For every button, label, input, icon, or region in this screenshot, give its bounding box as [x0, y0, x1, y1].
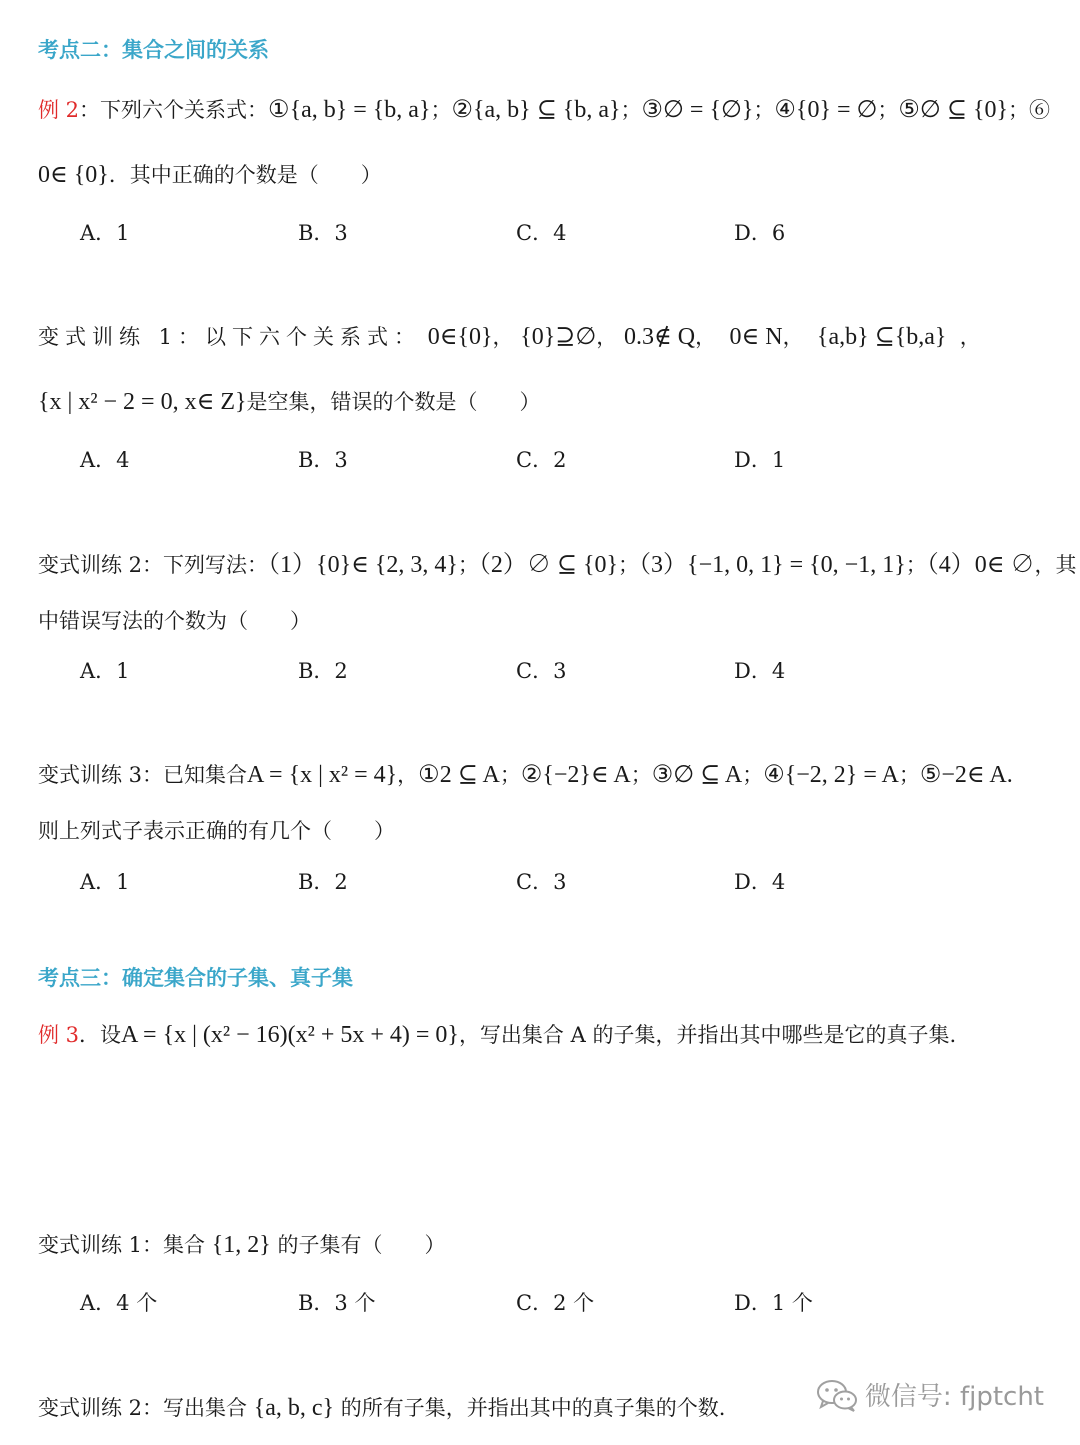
example-3-pre: ．设 [79, 1023, 122, 1047]
variant-3-1-options [80, 1288, 960, 1318]
option-d[interactable]: D．1 个 [734, 1291, 813, 1315]
variant-1-line-1: 变式训练 1：以下六个关系式： 0∈{0}， {0}⊇∅， 0.3∉ Q， 0∈ N， {a,b} ⊆{b,a} ， [38, 324, 981, 350]
variant-2-label: 变式训练 2：下列写法： [38, 553, 269, 577]
option-c[interactable]: C．4 [516, 221, 567, 245]
variant-3-1-line [38, 1230, 445, 1260]
variant-2-line-1: 变式训练 2：下列写法：（1）{0}∈ {2, 3, 4}；（2）∅ ⊆ {0}；（3）{−1, 0, 1} = {0, −1, 1}；（4）0∈ ∅，其 [38, 552, 1077, 578]
variant-2-line-2 [38, 606, 311, 636]
option-d[interactable]: D．6 [734, 221, 786, 245]
variant-1-question: 是空集，错误的个数是（ ） [246, 390, 541, 414]
watermark-text: 微信号: fjptcht [864, 1382, 1044, 1412]
v2-relation-3: （3）{−1, 0, 1} = {0, −1, 1} [639, 552, 906, 578]
v2-relation-2: （2）∅ ⊆ {0} [478, 552, 619, 578]
section-heading-2: 考点二：集合之间的关系 [38, 37, 269, 62]
option-a[interactable]: A．1 [80, 221, 130, 245]
variant-1-options [80, 445, 960, 475]
v2-relation-1: （1）{0}∈ {2, 3, 4} [268, 552, 458, 578]
variant-3-line-1: 变式训练 3：已知集合A = {x | x² = 4}，①2 ⊆ A；②{−2}∈ A；③∅ ⊆ A；④{−2, 2} = A；⑤−2∈ A. [38, 762, 1013, 788]
option-c[interactable]: C．3 [516, 870, 567, 894]
variant-3-2-label: 变式训练 2：写出集合 [38, 1396, 248, 1420]
example-2-intro: ：下列六个关系式： [79, 98, 269, 122]
example-3-set: A = {x | (x² − 16)(x² + 5x + 4) = 0} [121, 1022, 459, 1048]
v2-relation-4: （4）0∈ ∅ [926, 552, 1035, 578]
example-2-line-2 [38, 160, 382, 190]
example-3-line [38, 1020, 956, 1050]
v3-relation-3: ③∅ ⊆ A [651, 762, 743, 788]
option-b[interactable]: B．2 [298, 659, 348, 683]
variant-3-2-set: {a, b, c} [253, 1395, 335, 1421]
option-d[interactable]: D．1 [734, 448, 786, 472]
v3-set: A = {x | x² = 4} [247, 762, 398, 788]
variant-2-options [80, 656, 960, 686]
relation-3: ③∅ = {∅} [641, 97, 754, 123]
v3-relation-4: ④{−2, 2} = A [763, 762, 899, 788]
variant-3-2-question: 的所有子集，并指出其中的真子集的个数. [340, 1396, 726, 1420]
section-heading-3: 考点三：确定集合的子集、真子集 [38, 965, 353, 990]
variant-3-options [80, 867, 960, 897]
variant-3-1-question: 的子集有（ ） [277, 1233, 446, 1257]
wechat-icon [815, 1377, 859, 1413]
relation-6: 0∈ {0} [38, 162, 109, 188]
option-c[interactable]: C．2 个 [516, 1291, 595, 1315]
watermark [815, 1376, 1044, 1413]
option-b[interactable]: B．3 [298, 448, 348, 472]
relation-6-marker: ⑥ [1028, 98, 1050, 122]
v3-relation-2: ②{−2}∈ A [520, 762, 631, 788]
v3-relation-1: ①2 ⊆ A [418, 762, 500, 788]
v3-relation-5: ⑤−2∈ A. [919, 762, 1013, 788]
option-b[interactable]: B．3 个 [298, 1291, 376, 1315]
v1-relation-3: 0.3∉ Q [623, 324, 696, 350]
v1-relation-5: {a,b} ⊆{b,a} [816, 324, 947, 350]
variant-3-label: 变式训练 3：已知集合 [38, 763, 248, 787]
variant-3-1-label: 变式训练 1：集合 [38, 1233, 206, 1257]
example-3-question: ，写出集合 A 的子集，并指出其中哪些是它的真子集. [458, 1023, 957, 1047]
example-2-options [80, 218, 960, 248]
option-c[interactable]: C．3 [516, 659, 567, 683]
relation-1: ①{a, b} = {b, a} [268, 97, 431, 123]
option-c[interactable]: C．2 [516, 448, 567, 472]
v1-relation-6: {x | x² − 2 = 0, x∈ Z} [38, 389, 247, 415]
v1-relation-1: 0∈{0} [427, 324, 493, 350]
variant-1-label: 变式训练 1：以下六个关系式： [38, 325, 422, 349]
example-2-label: 例 2 [38, 98, 80, 122]
v1-relation-2: {0}⊇∅ [520, 324, 597, 350]
variant-3-2-line [38, 1393, 725, 1423]
option-b[interactable]: B．2 [298, 870, 348, 894]
relation-2: ②{a, b} ⊆ {b, a} [451, 97, 621, 123]
example-2-line-1: 例 2：下列六个关系式：①{a, b} = {b, a}；②{a, b} ⊆ {b, a}；③∅ = {∅}；④{0} = ∅；⑤∅ ⊆ {0}；⑥ [38, 97, 1050, 123]
example-3-label: 例 3 [38, 1023, 80, 1047]
option-a[interactable]: A．1 [80, 659, 130, 683]
relation-4: ④{0} = ∅ [774, 97, 878, 123]
variant-3-1-set: {1, 2} [211, 1232, 271, 1258]
variant-1-line-2 [38, 387, 541, 417]
option-a[interactable]: A．4 个 [80, 1291, 158, 1315]
example-2-question: ．其中正确的个数是（ ） [108, 163, 382, 187]
relation-5: ⑤∅ ⊆ {0} [898, 97, 1008, 123]
option-d[interactable]: D．4 [734, 870, 786, 894]
v1-relation-4: 0∈ N [729, 324, 783, 350]
option-a[interactable]: A．4 [80, 448, 130, 472]
variant-3-line-2 [38, 816, 395, 846]
option-d[interactable]: D．4 [734, 659, 786, 683]
option-b[interactable]: B．3 [298, 221, 348, 245]
variant-2-tail: ，其 [1034, 553, 1077, 577]
variant-2-question: 中错误写法的个数为（ ） [38, 609, 311, 633]
variant-3-question: 则上列式子表示正确的有几个（ ） [38, 819, 395, 843]
option-a[interactable]: A．1 [80, 870, 130, 894]
